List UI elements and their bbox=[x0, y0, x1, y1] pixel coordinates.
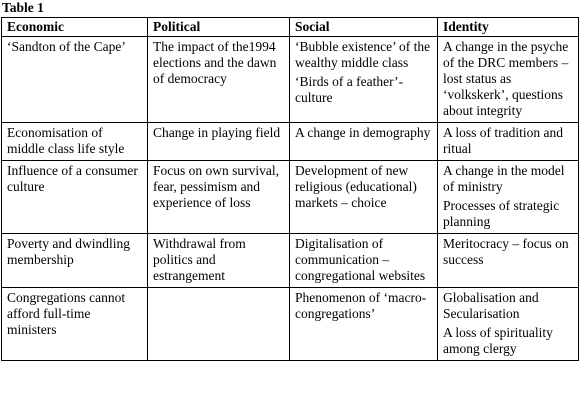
table-cell-identity bbox=[438, 288, 579, 361]
cell-text: Withdrawal from politics and estrangement bbox=[153, 236, 246, 283]
table-row bbox=[2, 37, 579, 123]
header-political: Political bbox=[148, 18, 290, 37]
cell-text: A loss of tradition and ritual bbox=[443, 125, 563, 156]
cell-text: Poverty and dwindling membership bbox=[7, 236, 130, 267]
data-table bbox=[1, 17, 579, 361]
table-cell-social bbox=[290, 161, 438, 234]
cell-text: A change in the model of ministry bbox=[443, 163, 565, 194]
cell-text: A loss of spirituality among clergy bbox=[443, 325, 553, 356]
table-cell-political bbox=[148, 288, 290, 361]
table-caption: Table 1 bbox=[2, 0, 44, 15]
cell-text: Economisation of middle class life style bbox=[7, 125, 125, 156]
cell-text: A change in the psyche of the DRC members – lost status as ‘volkskerk’, questions about integrity bbox=[443, 39, 569, 118]
cell-text: Focus on own survival, fear, pessimism and experience of loss bbox=[153, 163, 279, 210]
table-row bbox=[2, 234, 579, 288]
cell-text: ‘Birds of a feather’-culture bbox=[295, 74, 404, 105]
cell-text: A change in demography bbox=[295, 125, 431, 140]
table-cell-identity bbox=[438, 234, 579, 288]
table-row bbox=[2, 288, 579, 361]
cell-text: Phenomenon of ‘macro-congregations’ bbox=[295, 290, 427, 321]
table-cell-economic bbox=[2, 288, 148, 361]
header-row bbox=[2, 18, 579, 37]
table-cell-political bbox=[148, 234, 290, 288]
table-cell-social bbox=[290, 288, 438, 361]
table-cell-social bbox=[290, 37, 438, 123]
cell-text: The impact of the1994 elections and the dawn of democracy bbox=[153, 39, 277, 86]
table-body bbox=[2, 37, 579, 361]
cell-text: Congregations cannot afford full-time ministers bbox=[7, 290, 126, 337]
cell-text: Globalisation and Secularisation bbox=[443, 290, 539, 321]
cell-text: Meritocracy – focus on success bbox=[443, 236, 569, 267]
table-cell-economic bbox=[2, 161, 148, 234]
table-row bbox=[2, 161, 579, 234]
table-cell-social bbox=[290, 234, 438, 288]
table-cell-political bbox=[148, 161, 290, 234]
cell-text: ‘Bubble existence’ of the wealthy middle class bbox=[295, 39, 431, 70]
header-economic: Economic bbox=[2, 18, 148, 37]
table-cell-economic bbox=[2, 123, 148, 161]
header-identity: Identity bbox=[438, 18, 579, 37]
table-cell-political bbox=[148, 37, 290, 123]
table-cell-economic bbox=[2, 37, 148, 123]
cell-text: Processes of strategic planning bbox=[443, 198, 560, 229]
table-cell-identity bbox=[438, 161, 579, 234]
cell-text: ‘Sandton of the Cape’ bbox=[7, 39, 126, 54]
table-cell-economic bbox=[2, 234, 148, 288]
cell-text: Influence of a consumer culture bbox=[7, 163, 138, 194]
table-row bbox=[2, 123, 579, 161]
table-cell-identity bbox=[438, 37, 579, 123]
cell-text: Digitalisation of communication – congregational websites bbox=[295, 236, 426, 283]
table-cell-social bbox=[290, 123, 438, 161]
table-cell-political bbox=[148, 123, 290, 161]
header-social: Social bbox=[290, 18, 438, 37]
table-cell-identity bbox=[438, 123, 579, 161]
cell-text: Development of new religious (educational) markets – choice bbox=[295, 163, 417, 210]
cell-text: Change in playing field bbox=[153, 125, 281, 140]
